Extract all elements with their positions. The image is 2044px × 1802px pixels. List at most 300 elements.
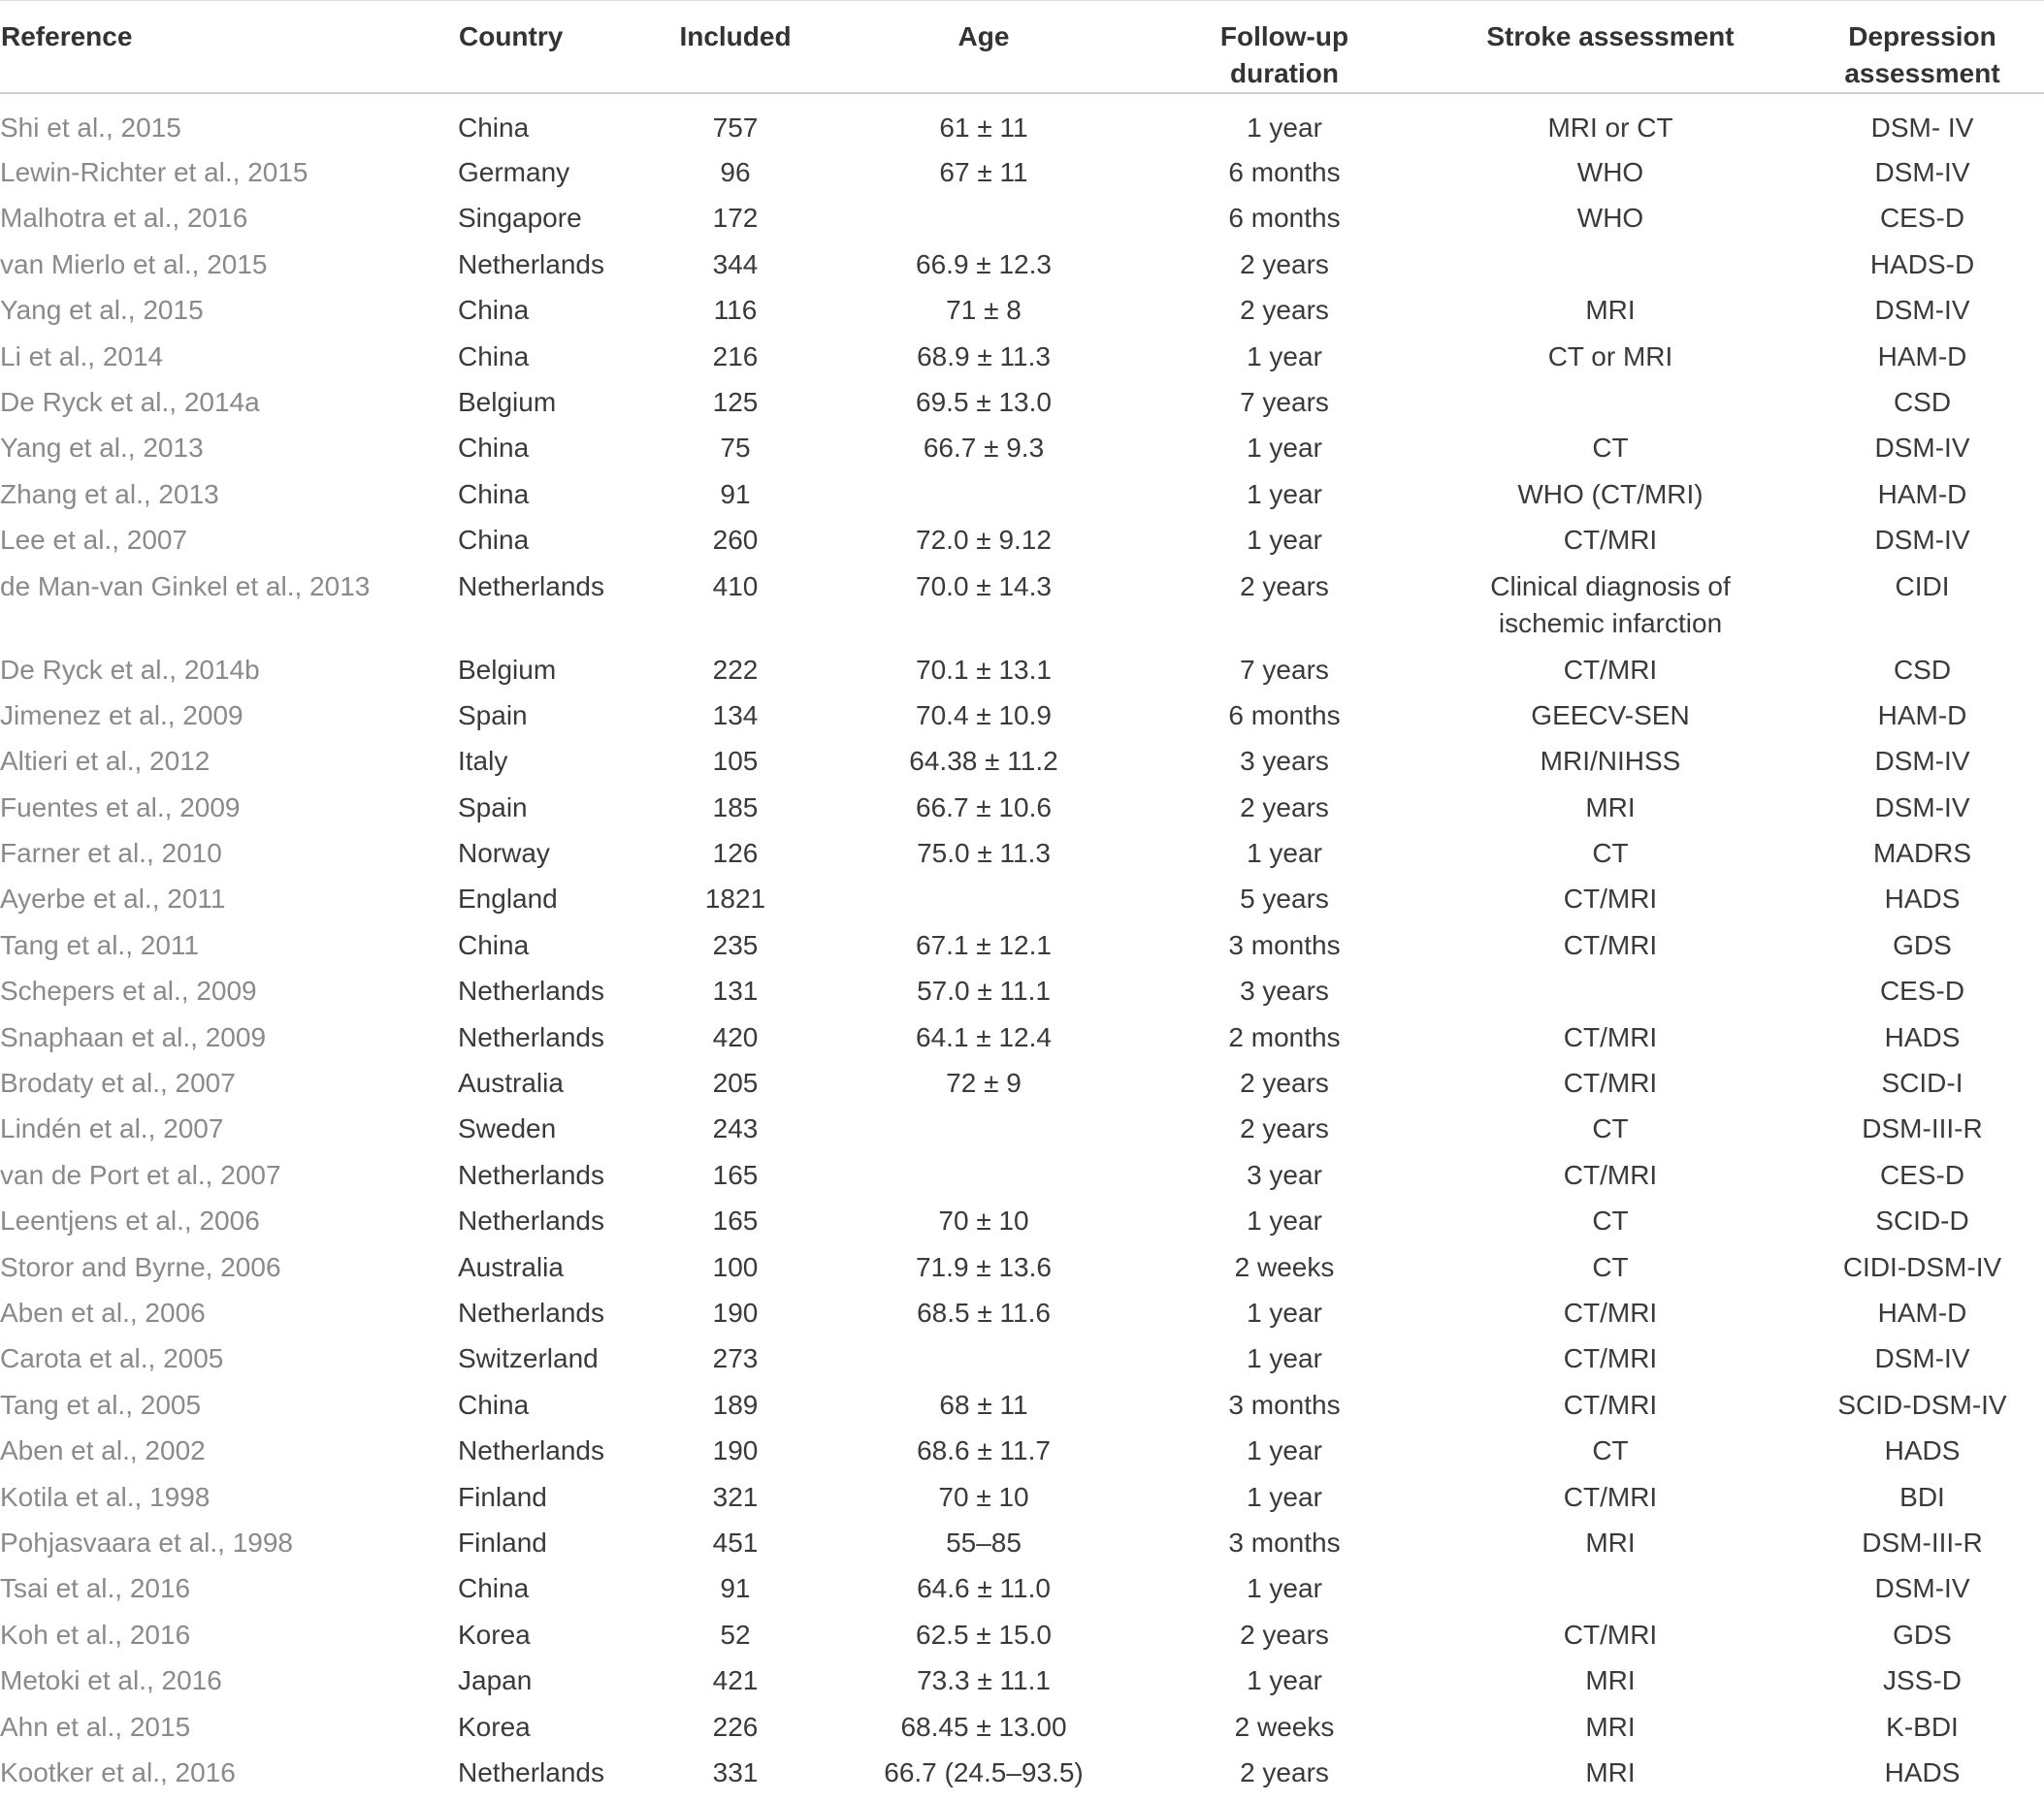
table-row [0, 93, 2044, 146]
cell-country: China [458, 113, 530, 143]
cell-age: 68.5 ± 11.6 [917, 1297, 1051, 1328]
cell-stroke: CT [1592, 1435, 1629, 1466]
cell-reference: Farner et al., 2010 [0, 838, 222, 869]
cell-included: 126 [712, 838, 759, 869]
cell-age: 64.38 ± 11.2 [909, 746, 1058, 777]
cell-depression: BDI [1899, 1481, 1945, 1512]
cell-included: 96 [720, 157, 751, 187]
cell-followup: 1 year [1247, 838, 1322, 869]
cell-age: 64.1 ± 12.4 [916, 1021, 1052, 1052]
cell-country: Spain [458, 791, 528, 822]
cell-reference: Tang et al., 2005 [0, 1389, 202, 1420]
cell-included: 105 [712, 746, 759, 777]
cell-followup: 1 year [1247, 525, 1322, 556]
cell-depression: HADS [1884, 884, 1961, 915]
cell-reference: Li et al., 2014 [0, 340, 164, 371]
cell-reference: Zhang et al., 2013 [0, 478, 219, 509]
table-header [0, 1, 2044, 94]
cell-included: 216 [712, 340, 759, 371]
cell-country: China [458, 525, 530, 556]
table-row [0, 1287, 2044, 1333]
cell-included: 222 [712, 654, 759, 685]
cell-reference: Fuentes et al., 2009 [0, 791, 241, 822]
cell-age: 68.45 ± 13.00 [900, 1711, 1067, 1742]
cell-reference: Jimenez et al., 2009 [0, 699, 243, 730]
cell-followup: 1 year [1247, 1297, 1322, 1328]
cell-depression: CES-D [1879, 203, 1965, 234]
cell-followup: 5 years [1240, 884, 1329, 915]
cell-country: Netherlands [458, 1756, 604, 1787]
cell-country: Australia [458, 1068, 564, 1099]
cell-age [819, 1103, 1149, 1148]
cell-included: 185 [712, 791, 759, 822]
cell-country: Belgium [458, 386, 557, 417]
table-row [0, 1425, 2044, 1470]
header-country: Country [458, 1, 652, 94]
cell-stroke: MRI [1585, 1711, 1636, 1742]
table-row [0, 284, 2044, 330]
cell-stroke: MRI [1585, 295, 1636, 326]
cell-stroke: CT/MRI [1563, 929, 1658, 960]
cell-country: Australia [458, 1251, 564, 1282]
cell-depression: CES-D [1879, 976, 1965, 1007]
cell-included: 226 [712, 1711, 759, 1742]
cell-reference: Aben et al., 2002 [0, 1435, 206, 1466]
cell-followup: 1 year [1247, 1435, 1322, 1466]
cell-stroke: CT/MRI [1563, 1619, 1658, 1650]
cell-country: Sweden [458, 1113, 557, 1144]
cell-country: Belgium [458, 654, 557, 685]
cell-reference: De Ryck et al., 2014b [0, 654, 260, 685]
cell-country: China [458, 929, 530, 960]
header-depression-label: Depression assessment [1844, 21, 2000, 88]
cell-depression: DSM-IV [1874, 295, 1970, 326]
cell-age: 66.7 ± 10.6 [916, 791, 1052, 822]
cell-country: Korea [458, 1711, 531, 1742]
cell-stroke: MRI [1585, 1665, 1636, 1696]
cell-depression: HAM-D [1877, 340, 1967, 371]
cell-stroke: CT/MRI [1563, 1297, 1658, 1328]
table-row [0, 146, 2044, 192]
cell-reference: Pohjasvaara et al., 1998 [0, 1527, 293, 1558]
cell-country: China [458, 478, 530, 509]
cell-country: Finland [458, 1527, 547, 1558]
cell-followup: 3 year [1247, 1159, 1322, 1190]
cell-age: 70 ± 10 [938, 1206, 1029, 1237]
table-row [0, 1609, 2044, 1655]
cell-country: Italy [458, 746, 508, 777]
cell-included: 1821 [704, 884, 766, 915]
cell-followup: 1 year [1247, 340, 1322, 371]
table-row [0, 919, 2044, 965]
cell-depression: SCID-D [1875, 1206, 1969, 1237]
cell-followup: 2 years [1240, 570, 1329, 601]
cell-included: 205 [712, 1068, 759, 1099]
cell-reference: Leentjens et al., 2006 [0, 1206, 260, 1237]
cell-country: China [458, 295, 530, 326]
cell-stroke [1420, 376, 1801, 422]
cell-age: 72 ± 9 [946, 1068, 1022, 1099]
cell-age [819, 192, 1149, 238]
cell-age: 61 ± 11 [939, 113, 1028, 143]
cell-followup: 2 years [1240, 248, 1329, 279]
cell-followup: 1 year [1247, 1343, 1322, 1374]
cell-country: Norway [458, 838, 550, 869]
cell-depression: K-BDI [1886, 1711, 1959, 1742]
cell-included: 321 [712, 1481, 759, 1512]
cell-reference: Lewin-Richter et al., 2015 [0, 157, 308, 187]
table-row [0, 1057, 2044, 1103]
cell-stroke: MRI [1585, 791, 1636, 822]
cell-followup: 2 years [1240, 295, 1329, 326]
cell-followup: 3 months [1228, 929, 1341, 960]
cell-country: Germany [458, 157, 570, 187]
cell-reference: Kootker et al., 2016 [0, 1756, 236, 1787]
cell-age: 68.9 ± 11.3 [917, 340, 1051, 371]
cell-depression: DSM-IV [1874, 746, 1970, 777]
cell-followup: 2 years [1240, 1068, 1329, 1099]
cell-followup: 2 years [1240, 1113, 1329, 1144]
table-row [0, 690, 2044, 735]
table-row [0, 1195, 2044, 1240]
cell-country: Singapore [458, 203, 582, 234]
header-followup [1149, 1, 1420, 94]
cell-stroke: CT or MRI [1547, 340, 1673, 371]
cell-stroke: MRI [1585, 1527, 1636, 1558]
cell-included: 243 [712, 1113, 759, 1144]
cell-age: 66.9 ± 12.3 [916, 248, 1052, 279]
cell-age: 70 ± 10 [938, 1481, 1029, 1512]
cell-age: 70.1 ± 13.1 [916, 654, 1052, 685]
table-row [0, 1333, 2044, 1378]
cell-included: 165 [712, 1206, 759, 1237]
cell-included: 451 [712, 1527, 759, 1558]
cell-reference: Shi et al., 2015 [0, 113, 181, 143]
table-row [0, 468, 2044, 514]
cell-depression: HADS [1884, 1756, 1961, 1787]
cell-followup: 1 year [1247, 113, 1322, 143]
cell-age: 67 ± 11 [939, 157, 1028, 187]
cell-included: 134 [712, 699, 759, 730]
cell-age: 66.7 ± 9.3 [923, 433, 1045, 464]
cell-reference: Ayerbe et al., 2011 [0, 884, 226, 915]
cell-included: 52 [720, 1619, 751, 1650]
header-followup-label: Follow-up duration [1219, 21, 1349, 88]
cell-reference: Koh et al., 2016 [0, 1619, 191, 1650]
cell-reference: Ahn et al., 2015 [0, 1711, 191, 1742]
cell-reference: Lee et al., 2007 [0, 525, 188, 556]
cell-reference: Kotila et al., 1998 [0, 1481, 211, 1512]
cell-reference: Altieri et al., 2012 [0, 746, 211, 777]
cell-followup: 1 year [1247, 433, 1322, 464]
cell-followup: 2 years [1240, 1619, 1329, 1650]
cell-followup: 3 years [1240, 976, 1329, 1007]
header-reference: Reference [0, 1, 458, 94]
cell-depression: DSM-IV [1874, 1343, 1970, 1374]
cell-included: 260 [712, 525, 759, 556]
cell-stroke: CT [1592, 433, 1629, 464]
cell-stroke: CT/MRI [1563, 525, 1658, 556]
table-row [0, 1149, 2044, 1195]
header-included: Included [652, 1, 819, 94]
cell-followup: 3 months [1228, 1389, 1341, 1420]
header-age: Age [819, 1, 1149, 94]
cell-age [819, 1149, 1149, 1195]
cell-depression: CSD [1893, 654, 1952, 685]
cell-stroke: CT [1592, 1206, 1629, 1237]
cell-included: 75 [720, 433, 751, 464]
cell-followup: 1 year [1247, 1206, 1322, 1237]
table-row [0, 1471, 2044, 1517]
cell-reference: de Man-van Ginkel et al., 2013 [0, 570, 371, 601]
cell-country: Netherlands [458, 1206, 604, 1237]
cell-country: Netherlands [458, 976, 604, 1007]
cell-depression: DSM- IV [1870, 113, 1974, 143]
cell-stroke: CT [1592, 1113, 1629, 1144]
cell-stroke: CT/MRI [1563, 884, 1658, 915]
cell-country: Netherlands [458, 248, 604, 279]
cell-followup: 1 year [1247, 1573, 1322, 1604]
cell-stroke: CT/MRI [1563, 1343, 1658, 1374]
cell-stroke: MRI or CT [1547, 113, 1673, 143]
cell-age: 73.3 ± 11.1 [917, 1665, 1051, 1696]
table-row [0, 1655, 2044, 1700]
cell-depression: CES-D [1879, 1159, 1965, 1190]
cell-included: 100 [712, 1251, 759, 1282]
cell-age: 62.5 ± 15.0 [916, 1619, 1052, 1650]
cell-country: Netherlands [458, 1159, 604, 1190]
cell-depression: DSM-III-R [1862, 1527, 1983, 1558]
cell-depression: CSD [1893, 386, 1952, 417]
cell-reference: Yang et al., 2013 [0, 433, 204, 464]
cell-stroke: CT/MRI [1563, 654, 1658, 685]
table-row [0, 782, 2044, 827]
cell-country: Spain [458, 699, 528, 730]
table-row [0, 735, 2044, 781]
cell-depression: HAM-D [1877, 478, 1967, 509]
cell-age: 64.6 ± 11.0 [917, 1573, 1051, 1604]
cell-stroke: GEECV-SEN [1531, 699, 1690, 730]
cell-country: Finland [458, 1481, 547, 1512]
table-row [0, 239, 2044, 284]
table-row [0, 1747, 2044, 1792]
cell-age: 68.6 ± 11.7 [917, 1435, 1051, 1466]
cell-country: China [458, 1389, 530, 1420]
table-row [0, 644, 2044, 690]
cell-followup: 6 months [1228, 699, 1341, 730]
cell-reference: Yang et al., 2015 [0, 295, 204, 326]
table-row [0, 827, 2044, 873]
cell-followup: 2 weeks [1234, 1251, 1335, 1282]
table-row [0, 422, 2044, 467]
cell-reference: Tang et al., 2011 [0, 929, 199, 960]
cell-depression: HAM-D [1877, 1297, 1967, 1328]
cell-age [819, 873, 1149, 918]
cell-country: Netherlands [458, 1435, 604, 1466]
cell-followup: 1 year [1247, 1481, 1322, 1512]
cell-followup: 1 year [1247, 478, 1322, 509]
header-row [0, 1, 2044, 94]
cell-included: 165 [712, 1159, 759, 1190]
cell-included: 344 [712, 248, 759, 279]
cell-depression: MADRS [1872, 838, 1972, 869]
cell-included: 410 [712, 570, 759, 601]
table-row [0, 1379, 2044, 1425]
table-row [0, 331, 2044, 376]
cell-age: 55–85 [946, 1527, 1022, 1558]
cell-age: 75.0 ± 11.3 [917, 838, 1051, 869]
table-row [0, 561, 2044, 644]
table-row [0, 1103, 2044, 1148]
cell-stroke: MRI [1585, 1756, 1636, 1787]
table-row [0, 514, 2044, 560]
cell-reference: Carota et al., 2005 [0, 1343, 224, 1374]
cell-reference: van Mierlo et al., 2015 [0, 248, 268, 279]
table-row [0, 965, 2044, 1011]
cell-followup: 6 months [1228, 203, 1341, 234]
cell-reference: Metoki et al., 2016 [0, 1665, 222, 1696]
cell-followup: 6 months [1228, 157, 1341, 187]
cell-included: 189 [712, 1389, 759, 1420]
cell-included: 91 [720, 478, 751, 509]
cell-depression: JSS-D [1883, 1665, 1962, 1696]
cell-included: 91 [720, 1573, 751, 1604]
cell-stroke: WHO (CT/MRI) [1517, 478, 1703, 509]
table-row [0, 1562, 2044, 1608]
cell-age: 70.0 ± 14.3 [916, 570, 1052, 601]
cell-depression: DSM-IV [1874, 157, 1970, 187]
cell-included: 172 [712, 203, 759, 234]
cell-reference: Storor and Byrne, 2006 [0, 1251, 281, 1282]
cell-stroke: CT/MRI [1563, 1068, 1658, 1099]
cell-stroke: CT/MRI [1563, 1021, 1658, 1052]
header-depression [1801, 1, 2044, 94]
cell-country: China [458, 1573, 530, 1604]
cell-reference: Snaphaan et al., 2009 [0, 1021, 267, 1052]
cell-stroke: CT/MRI [1563, 1389, 1658, 1420]
cell-reference: Brodaty et al., 2007 [0, 1068, 236, 1099]
cell-reference: Tsai et al., 2016 [0, 1573, 191, 1604]
table-row [0, 1517, 2044, 1562]
cell-country: Japan [458, 1665, 533, 1696]
cell-included: 190 [712, 1297, 759, 1328]
cell-followup: 7 years [1240, 654, 1329, 685]
cell-country: Netherlands [458, 1021, 604, 1052]
cell-depression: DSM-IV [1874, 791, 1970, 822]
cell-country: Netherlands [458, 570, 604, 601]
table-row [0, 376, 2044, 422]
cell-age [819, 468, 1149, 514]
cell-included: 421 [712, 1665, 759, 1696]
cell-country: England [458, 884, 558, 915]
cell-depression: GDS [1893, 929, 1952, 960]
table-row [0, 192, 2044, 238]
cell-included: 131 [712, 976, 759, 1007]
cell-depression: HADS-D [1869, 248, 1975, 279]
cell-depression: HADS [1884, 1021, 1961, 1052]
table-row [0, 873, 2044, 918]
cell-stroke: Clinical diagnosis of ischemic infarction [1490, 570, 1731, 638]
cell-country: Netherlands [458, 1297, 604, 1328]
cell-included: 273 [712, 1343, 759, 1374]
cell-depression: HAM-D [1877, 699, 1967, 730]
cell-included: 116 [713, 295, 758, 326]
cell-reference: Aben et al., 2006 [0, 1297, 206, 1328]
cell-followup: 2 years [1240, 1756, 1329, 1787]
cell-stroke: MRI/NIHSS [1540, 746, 1681, 777]
table-row [0, 1012, 2044, 1057]
cell-age: 69.5 ± 13.0 [916, 386, 1052, 417]
cell-age: 68 ± 11 [939, 1389, 1028, 1420]
cell-included: 190 [712, 1435, 759, 1466]
cell-reference: De Ryck et al., 2014a [0, 386, 260, 417]
cell-included: 235 [712, 929, 759, 960]
header-stroke: Stroke assessment [1420, 1, 1801, 94]
cell-age: 66.7 (24.5–93.5) [884, 1756, 1084, 1787]
cell-stroke: CT/MRI [1563, 1481, 1658, 1512]
table-row [0, 1701, 2044, 1747]
cell-reference: Lindén et al., 2007 [0, 1113, 224, 1144]
cell-reference: Malhotra et al., 2016 [0, 203, 248, 234]
cell-depression: DSM-IV [1874, 525, 1970, 556]
cell-depression: GDS [1893, 1619, 1952, 1650]
cell-age [819, 1333, 1149, 1378]
cell-stroke [1420, 239, 1801, 284]
cell-followup: 2 months [1228, 1021, 1341, 1052]
cell-included: 331 [712, 1756, 759, 1787]
cell-stroke [1420, 965, 1801, 1011]
cell-followup: 7 years [1240, 386, 1329, 417]
table-row [0, 1241, 2044, 1287]
cell-age: 67.1 ± 12.1 [916, 929, 1052, 960]
cell-depression: CIDI [1895, 570, 1950, 601]
cell-stroke: CT [1592, 1251, 1629, 1282]
cell-stroke: WHO [1576, 157, 1644, 187]
cell-depression: DSM-IV [1874, 1573, 1970, 1604]
cell-age: 70.4 ± 10.9 [916, 699, 1052, 730]
cell-stroke: CT [1592, 838, 1629, 869]
cell-followup: 2 years [1240, 791, 1329, 822]
cell-included: 420 [712, 1021, 759, 1052]
cell-depression: DSM-IV [1874, 433, 1970, 464]
cell-stroke [1420, 1562, 1801, 1608]
cell-depression: HADS [1884, 1435, 1961, 1466]
cell-followup: 2 weeks [1234, 1711, 1335, 1742]
table-body [0, 93, 2044, 1792]
cell-age: 71 ± 8 [946, 295, 1022, 326]
cell-country: China [458, 340, 530, 371]
cell-country: Switzerland [458, 1343, 599, 1374]
cell-age: 71.9 ± 13.6 [916, 1251, 1052, 1282]
cell-depression: DSM-III-R [1862, 1113, 1983, 1144]
cell-included: 757 [712, 113, 759, 143]
cell-age: 57.0 ± 11.1 [917, 976, 1051, 1007]
cell-stroke: CT/MRI [1563, 1159, 1658, 1190]
cell-country: China [458, 433, 530, 464]
cell-age: 72.0 ± 9.12 [916, 525, 1052, 556]
cell-reference: van de Port et al., 2007 [0, 1159, 281, 1190]
cell-depression: SCID-DSM-IV [1837, 1389, 2007, 1420]
cell-country: Korea [458, 1619, 531, 1650]
cell-reference: Schepers et al., 2009 [0, 976, 257, 1007]
cell-included: 125 [712, 386, 759, 417]
cell-followup: 3 years [1240, 746, 1329, 777]
cell-followup: 1 year [1247, 1665, 1322, 1696]
cell-depression: CIDI-DSM-IV [1842, 1251, 2002, 1282]
cell-stroke: WHO [1576, 203, 1644, 234]
cell-depression: SCID-I [1881, 1068, 1963, 1099]
cell-followup: 3 months [1228, 1527, 1341, 1558]
